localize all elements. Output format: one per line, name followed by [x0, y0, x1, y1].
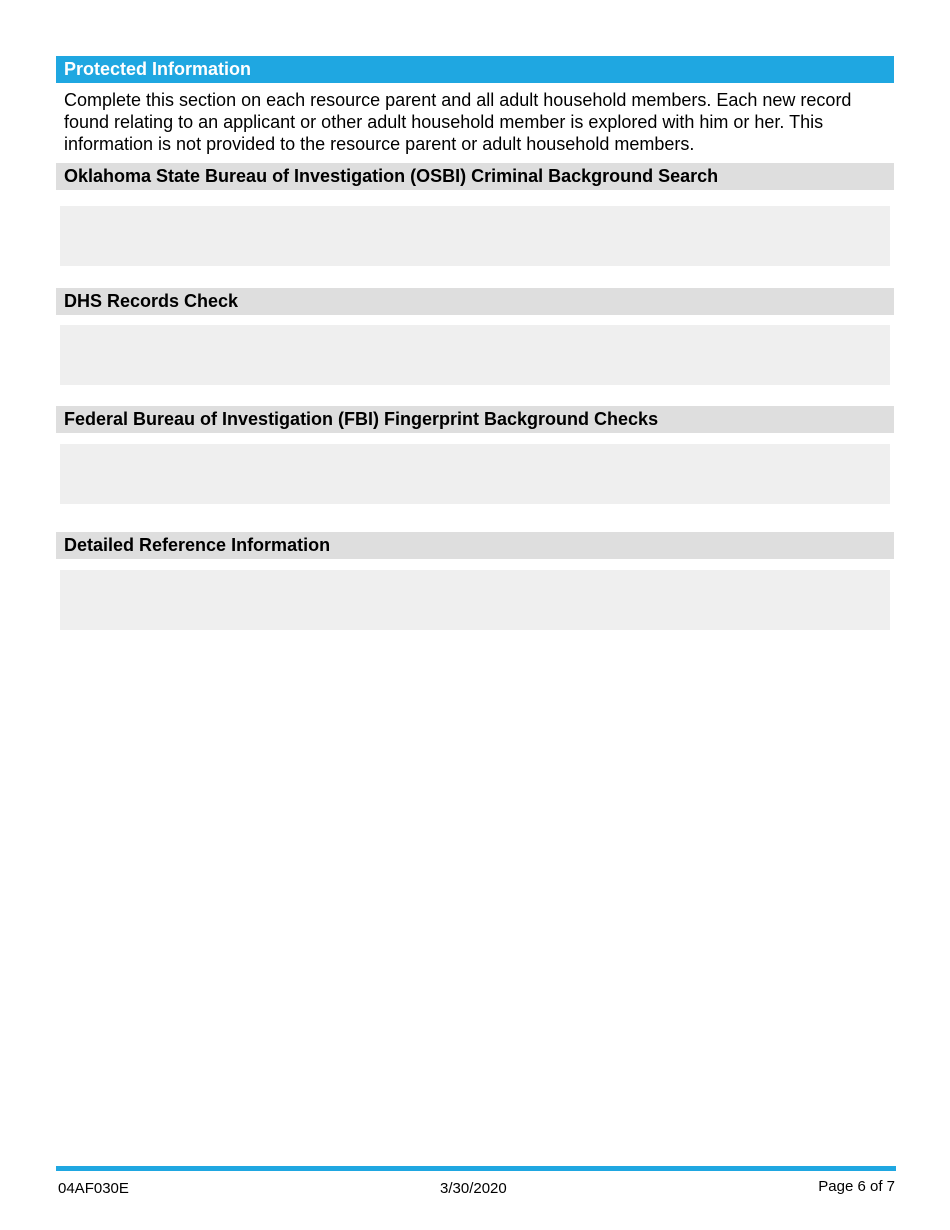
- osbi-background-field[interactable]: [60, 206, 890, 266]
- dhs-records-section-header: DHS Records Check: [56, 288, 894, 315]
- revision-date: 3/30/2020: [440, 1180, 507, 1197]
- reference-information-field[interactable]: [60, 570, 890, 630]
- footer-divider: [56, 1166, 896, 1171]
- fbi-fingerprint-field[interactable]: [60, 444, 890, 504]
- fbi-fingerprint-section-header: Federal Bureau of Investigation (FBI) Fingerprint Background Checks: [56, 406, 894, 433]
- page-number: Page 6 of 7: [818, 1178, 895, 1195]
- osbi-section-header: Oklahoma State Bureau of Investigation (OSBI) Criminal Background Search: [56, 163, 894, 190]
- dhs-records-field[interactable]: [60, 325, 890, 385]
- protected-information-header: Protected Information: [56, 56, 894, 83]
- reference-information-section-header: Detailed Reference Information: [56, 532, 894, 559]
- protected-information-instructions: Complete this section on each resource parent and all adult household members. Each new record found relating to an applicant or other adult household member is explored with him or her. This information is not provided to the resource parent or adult household members.: [64, 90, 852, 154]
- form-number: 04AF030E: [58, 1180, 129, 1197]
